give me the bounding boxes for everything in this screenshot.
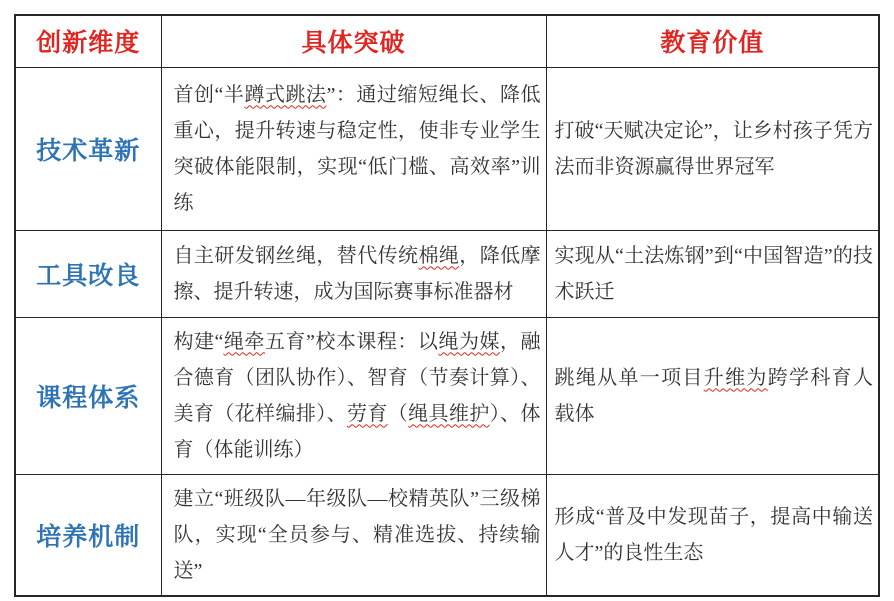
misspelled-text-segment: 绳为媒 [438, 330, 500, 353]
row-header-curriculum-system: 课程体系 [15, 317, 161, 474]
text-segment: 形成“普及中发现苗子，提高中输送人才”的良性生态 [554, 505, 873, 564]
table-row-tool-improvement [15, 230, 879, 317]
table-row-curriculum-system [15, 317, 879, 474]
text-segment: ，融合德育（团队协作）、智育（节奏计算）、美育（花样编排）、 [173, 330, 541, 425]
misspelled-text-segment: 蹲式跳法 [244, 83, 327, 106]
misspelled-text-segment: 绳牵 [223, 330, 265, 353]
misspelled-text-segment: 升维为 [703, 366, 768, 389]
text-segment: 实现从“土法炼钢”到“中国智造”的技术跃迁 [554, 244, 873, 303]
cell-breakthrough [161, 230, 546, 317]
misspelled-text-segment: 绳具维护 [408, 402, 490, 425]
cell-breakthrough [161, 67, 546, 230]
column-header-specific-breakthrough: 具体突破 [161, 15, 546, 67]
cell-education-value [546, 230, 879, 317]
cell-education-value [546, 317, 879, 474]
text-segment: ）、体育（体能训练） [173, 402, 541, 461]
table-row-training-mechanism [15, 474, 879, 596]
cell-education-value [546, 67, 879, 230]
text-segment: 跳绳从单一项目 [554, 366, 704, 389]
table-header-row [15, 15, 879, 67]
column-header-innovation-dimension: 创新维度 [15, 15, 161, 67]
text-segment: 五育”校本课程：以 [264, 330, 439, 353]
misspelled-text-segment: 劳育 [347, 402, 388, 425]
text-segment: 首创“半 [173, 83, 245, 106]
row-header-tool-improvement: 工具改良 [15, 230, 161, 317]
column-header-education-value: 教育价值 [546, 15, 879, 67]
row-header-technical-innovation: 技术革新 [15, 67, 161, 230]
text-segment: 构建“ [173, 330, 224, 353]
text-segment: 建立“班级队—年级队—校精英队”三级梯队，实现“全员参与、精准选拔、持续输送” [173, 487, 541, 582]
cell-breakthrough [161, 317, 546, 474]
table-row-technical-innovation [15, 67, 879, 230]
innovation-dimensions-table [14, 14, 880, 597]
text-segment: ，降低摩擦、提升转速，成为国际赛事标准器材 [173, 244, 541, 303]
cell-breakthrough [161, 474, 546, 596]
row-header-training-mechanism: 培养机制 [15, 474, 161, 596]
text-segment: 自主研发钢丝绳，替代传统 [173, 244, 419, 267]
text-segment: 打破“天赋决定论”，让乡村孩子凭方法而非资源赢得世界冠军 [554, 119, 873, 178]
misspelled-text-segment: 棉绳 [418, 244, 460, 267]
text-segment: ”：通过缩短绳长、降低重心，提升转速与稳定性，使非专业学生突破体能限制，实现“低门槛、高效率”训练 [173, 83, 541, 214]
cell-education-value [546, 474, 879, 596]
text-segment: （ [387, 402, 409, 425]
text-segment: 跨学科育人载体 [554, 366, 874, 425]
